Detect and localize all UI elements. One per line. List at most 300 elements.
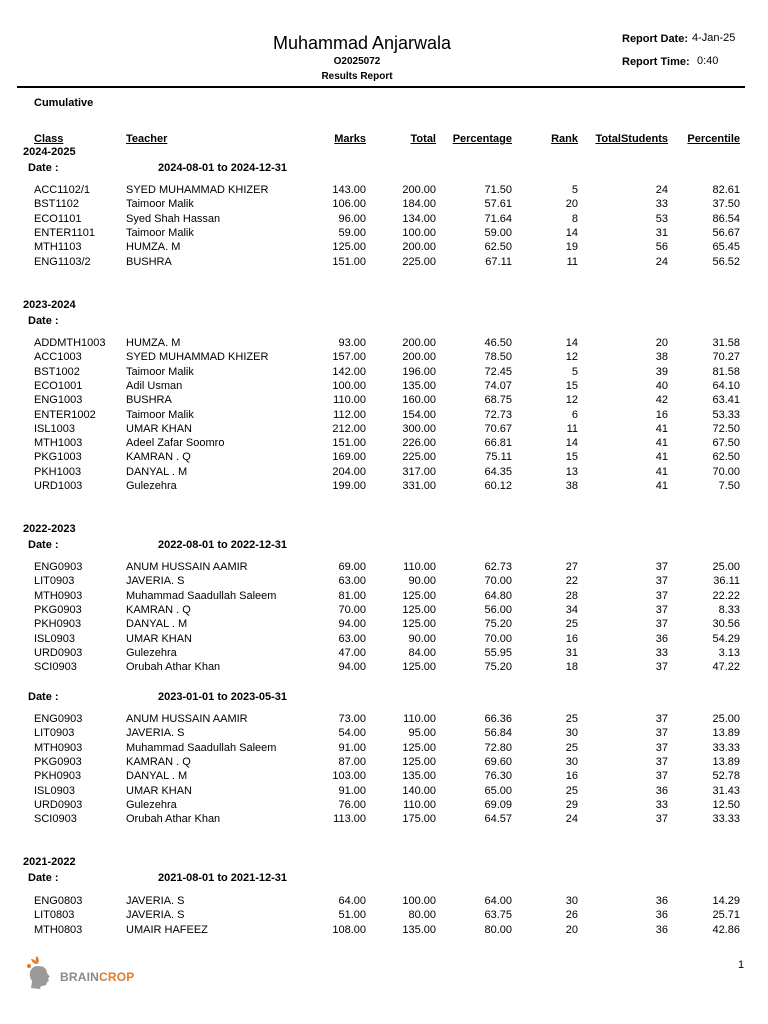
total-cell: 200.00 [402,184,436,196]
percentile-cell: 33.33 [712,813,740,826]
total-students-cell: 33 [655,198,668,211]
rank-cell: 8 [571,212,578,225]
total-students-cell: 33 [655,798,668,811]
class-cell: ADDMTH1003 [34,337,106,349]
teacher-cell: Taimoor Malik [126,365,194,378]
table-row [0,394,768,408]
marks-cell: 169.00 [332,451,366,464]
rank-cell: 34 [565,603,578,616]
rank-cell: 6 [571,408,578,421]
table-row [0,380,768,394]
total-cell: 84.00 [408,646,436,659]
total-cell: 90.00 [408,632,436,645]
table-row [0,647,768,661]
percentile-cell: 64.10 [712,379,740,392]
table-row [0,351,768,365]
total-students-cell: 53 [655,212,668,225]
marks-cell: 91.00 [338,741,366,754]
rank-cell: 25 [565,618,578,631]
column-header-total: Total [410,133,436,145]
table-row [0,799,768,813]
total-cell: 95.00 [408,727,436,740]
percentage-cell: 46.50 [484,337,512,349]
percentage-cell: 64.00 [484,895,512,907]
class-cell: ENG1003 [34,394,83,407]
year-heading: 2022-2023 [23,523,76,535]
rank-cell: 13 [565,465,578,478]
percentage-cell: 63.75 [484,909,512,922]
percentage-cell: 67.11 [485,255,512,268]
teacher-cell: SYED MUHAMMAD KHIZER [126,184,269,196]
percentile-cell: 54.29 [712,632,740,645]
total-students-cell: 37 [655,755,668,768]
teacher-cell: Adil Usman [126,379,183,392]
percentage-cell: 57.61 [484,198,512,211]
date-label: Date : [28,162,59,174]
table-row [0,727,768,741]
report-title: Results Report [321,71,393,82]
marks-cell: 94.00 [338,618,366,631]
table-row [0,785,768,799]
total-cell: 135.00 [402,770,436,783]
total-students-cell: 36 [655,923,668,936]
table-row [0,184,768,198]
marks-cell: 100.00 [332,379,366,392]
marks-cell: 81.00 [338,589,366,602]
total-students-cell: 41 [655,451,668,464]
table-row [0,895,768,909]
class-cell: ENG1103/2 [34,255,91,268]
teacher-cell: Syed Shah Hassan [126,212,221,225]
percentage-cell: 69.60 [484,755,512,768]
marks-cell: 87.00 [338,755,366,768]
percentage-cell: 72.73 [484,408,512,421]
table-row [0,256,768,270]
table-row [0,213,768,227]
marks-cell: 112.00 [333,408,366,421]
total-cell: 125.00 [402,589,436,602]
year-heading: 2024-2025 [23,146,76,158]
total-cell: 125.00 [402,603,436,616]
class-cell: PKH0903 [34,770,82,783]
percentage-cell: 55.95 [484,646,512,659]
teacher-cell: JAVERIA. S [126,575,185,588]
teacher-cell: Orubah Athar Khan [126,661,221,674]
marks-cell: 110.00 [333,394,366,407]
report-date-value: 4-Jan-25 [692,32,736,44]
total-cell: 90.00 [408,575,436,588]
percentage-cell: 71.50 [484,184,512,196]
table-row [0,909,768,923]
percentage-cell: 71.64 [484,212,512,225]
percentile-cell: 56.67 [712,226,740,239]
percentage-cell: 70.00 [484,575,512,588]
percentage-cell: 60.12 [484,480,512,492]
percentage-cell: 80.00 [484,923,512,936]
percentile-cell: 65.45 [712,241,740,254]
table-row [0,198,768,212]
year-heading: 2023-2024 [23,299,76,311]
percentage-cell: 72.80 [484,741,512,754]
percentage-cell: 72.45 [484,365,512,378]
total-students-cell: 42 [655,394,668,407]
percentage-cell: 65.00 [484,784,512,797]
table-row [0,661,768,675]
percentile-cell: 13.89 [712,755,740,768]
teacher-cell: Taimoor Malik [126,408,194,421]
table-row [0,604,768,618]
total-students-cell: 41 [655,480,668,492]
class-cell: MTH1103 [34,241,82,254]
marks-cell: 73.00 [338,713,366,725]
percentile-cell: 3.13 [718,646,740,659]
table-row [0,227,768,241]
percentile-cell: 86.54 [712,212,740,225]
rank-cell: 20 [565,923,578,936]
column-header-class: Class [34,133,64,145]
total-students-cell: 24 [655,184,668,196]
total-students-cell: 36 [655,909,668,922]
table-row [0,633,768,647]
table-row [0,466,768,480]
total-students-cell: 33 [655,646,668,659]
percentile-cell: 42.86 [712,923,740,936]
total-cell: 225.00 [402,451,436,464]
total-cell: 125.00 [402,741,436,754]
total-cell: 200.00 [402,337,436,349]
percentage-cell: 68.75 [484,394,512,407]
cumulative-label: Cumulative [34,97,94,109]
rank-cell: 29 [565,798,578,811]
teacher-cell: Gulezehra [126,480,177,492]
total-cell: 200.00 [402,241,436,254]
percentile-cell: 56.52 [712,255,740,268]
class-cell: MTH1003 [34,437,83,450]
class-cell: LIT0903 [34,575,75,588]
total-students-cell: 40 [655,379,668,392]
table-row [0,366,768,380]
teacher-cell: Muhammad Saadullah Saleem [126,589,277,602]
marks-cell: 157.00 [332,351,366,364]
teacher-cell: Taimoor Malik [126,226,194,239]
class-cell: BST1102 [34,198,80,211]
total-cell: 125.00 [402,618,436,631]
date-range: 2024-08-01 to 2024-12-31 [158,162,288,174]
table-row [0,241,768,255]
table-row [0,813,768,827]
rank-cell: 11 [566,422,578,435]
date-range: 2023-01-01 to 2023-05-31 [158,691,288,703]
total-students-cell: 37 [655,561,668,573]
percentage-cell: 75.11 [485,451,512,464]
rank-cell: 16 [565,770,578,783]
rank-cell: 12 [565,351,578,364]
teacher-cell: DANYAL . M [126,618,188,631]
class-cell: URD1003 [34,480,83,492]
total-cell: 196.00 [402,365,436,378]
total-students-cell: 37 [655,727,668,740]
percentage-cell: 56.00 [484,603,512,616]
teacher-cell: BUSHRA [126,394,172,407]
teacher-cell: UMAR KHAN [126,784,193,797]
class-cell: ISL0903 [34,632,75,645]
teacher-cell: JAVERIA. S [126,727,185,740]
table-row [0,423,768,437]
marks-cell: 125.00 [332,241,366,254]
total-students-cell: 16 [655,408,668,421]
total-cell: 317.00 [402,465,436,478]
percentile-cell: 25.71 [712,909,740,922]
rank-cell: 25 [565,784,578,797]
total-cell: 125.00 [402,661,436,674]
teacher-cell: Gulezehra [126,646,177,659]
rank-cell: 14 [565,337,578,349]
table-row [0,742,768,756]
percentage-cell: 64.80 [484,589,512,602]
rank-cell: 24 [565,813,578,826]
marks-cell: 151.00 [332,255,366,268]
marks-cell: 94.00 [338,661,366,674]
table-row [0,561,768,575]
class-cell: ENG0803 [34,895,83,907]
rank-cell: 25 [565,741,578,754]
marks-cell: 106.00 [332,198,366,211]
rank-cell: 12 [565,394,578,407]
total-cell: 135.00 [402,379,436,392]
class-cell: MTH0803 [34,923,83,936]
total-students-cell: 36 [655,784,668,797]
total-cell: 200.00 [402,351,436,364]
total-students-cell: 37 [655,589,668,602]
class-cell: BST1002 [34,365,80,378]
date-label: Date : [28,315,59,327]
rank-cell: 38 [565,480,578,492]
marks-cell: 151.00 [332,437,366,450]
marks-cell: 103.00 [332,770,366,783]
percentile-cell: 31.58 [712,337,740,349]
total-cell: 110.00 [403,713,436,725]
teacher-cell: SYED MUHAMMAD KHIZER [126,351,269,364]
percentile-cell: 47.22 [712,661,740,674]
rank-cell: 30 [565,727,578,740]
percentile-cell: 81.58 [712,365,740,378]
teacher-cell: HUMZA. M [126,337,181,349]
class-cell: LIT0803 [34,909,75,922]
class-cell: SCI0903 [34,661,77,674]
class-cell: ISL0903 [34,784,75,797]
total-cell: 110.00 [403,798,436,811]
teacher-cell: HUMZA. M [126,241,181,254]
teacher-cell: Taimoor Malik [126,198,194,211]
total-students-cell: 37 [655,813,668,826]
percentile-cell: 8.33 [718,603,740,616]
marks-cell: 113.00 [333,813,366,826]
rank-cell: 22 [565,575,578,588]
teacher-cell: DANYAL . M [126,465,188,478]
marks-cell: 212.00 [332,422,366,435]
percentile-cell: 13.89 [712,727,740,740]
class-cell: PKH0903 [34,618,82,631]
total-students-cell: 36 [655,632,668,645]
class-cell: PKH1003 [34,465,82,478]
table-row [0,770,768,784]
total-cell: 110.00 [403,561,436,573]
percentage-cell: 62.50 [484,241,512,254]
total-cell: 184.00 [402,198,436,211]
column-header-total-students: TotalStudents [595,133,668,145]
marks-cell: 143.00 [332,184,366,196]
marks-cell: 59.00 [338,226,366,239]
class-cell: URD0903 [34,798,83,811]
percentile-cell: 30.56 [712,618,740,631]
rank-cell: 31 [565,646,578,659]
percentage-cell: 76.30 [484,770,512,783]
teacher-cell: KAMRAN . Q [126,755,191,768]
column-header-marks: Marks [334,133,366,145]
rank-cell: 27 [565,561,578,573]
total-cell: 100.00 [402,226,436,239]
class-cell: ECO1001 [34,379,83,392]
teacher-cell: BUSHRA [126,255,172,268]
table-row [0,713,768,727]
report-time-label: Report Time: [622,56,690,68]
percentile-cell: 7.50 [718,480,740,492]
teacher-cell: UMAR KHAN [126,632,193,645]
total-students-cell: 37 [655,603,668,616]
percentile-cell: 14.29 [712,895,740,907]
percentage-cell: 64.35 [484,465,512,478]
marks-cell: 51.00 [338,909,366,922]
total-cell: 331.00 [402,480,436,492]
total-cell: 135.00 [402,923,436,936]
teacher-cell: ANUM HUSSAIN AAMIR [126,561,248,573]
marks-cell: 199.00 [332,480,366,492]
percentile-cell: 70.00 [712,465,740,478]
class-cell: MTH0903 [34,589,83,602]
total-students-cell: 31 [655,226,668,239]
percentile-cell: 33.33 [712,741,740,754]
date-label: Date : [28,539,59,551]
percentage-cell: 66.81 [484,437,512,450]
total-students-cell: 41 [655,465,668,478]
marks-cell: 96.00 [338,212,366,225]
percentile-cell: 62.50 [712,451,740,464]
percentage-cell: 59.00 [484,226,512,239]
marks-cell: 70.00 [338,603,366,616]
rank-cell: 5 [571,365,578,378]
total-cell: 160.00 [402,394,436,407]
report-date-label: Report Date: [622,33,689,45]
total-cell: 300.00 [402,422,436,435]
rank-cell: 15 [565,379,578,392]
total-cell: 154.00 [402,408,436,421]
table-row [0,480,768,494]
rank-cell: 16 [565,632,578,645]
percentage-cell: 62.73 [484,561,512,573]
teacher-cell: KAMRAN . Q [126,603,191,616]
teacher-cell: UMAIR HAFEEZ [126,923,208,936]
percentile-cell: 31.43 [712,784,740,797]
rank-cell: 20 [565,198,578,211]
table-row [0,756,768,770]
percentage-cell: 69.09 [484,798,512,811]
table-row [0,575,768,589]
total-cell: 100.00 [402,895,436,907]
percentage-cell: 74.07 [484,379,512,392]
percentage-cell: 56.84 [484,727,512,740]
class-cell: ENTER1101 [34,226,95,239]
table-row [0,451,768,465]
marks-cell: 204.00 [332,465,366,478]
class-cell: ECO1101 [34,212,82,225]
percentage-cell: 64.57 [484,813,512,826]
logo-text-crop: CROP [99,970,135,984]
total-students-cell: 39 [655,365,668,378]
class-cell: PKG0903 [34,755,82,768]
total-students-cell: 37 [655,575,668,588]
percentile-cell: 37.50 [712,198,740,211]
rank-cell: 14 [565,437,578,450]
percentile-cell: 70.27 [712,351,740,364]
total-cell: 140.00 [402,784,436,797]
braincrop-head-logo-icon [26,952,58,992]
total-students-cell: 41 [655,422,668,435]
teacher-cell: JAVERIA. S [126,895,185,907]
class-cell: PKG1003 [34,451,82,464]
rank-cell: 25 [565,713,578,725]
teacher-cell: ANUM HUSSAIN AAMIR [126,713,248,725]
total-students-cell: 37 [655,770,668,783]
percentage-cell: 66.36 [484,713,512,725]
marks-cell: 63.00 [338,575,366,588]
percentile-cell: 53.33 [712,408,740,421]
column-header-percentage: Percentage [452,133,512,145]
table-row [0,590,768,604]
report-time-value: 0:40 [697,55,719,67]
total-cell: 134.00 [402,212,436,225]
class-cell: URD0903 [34,646,83,659]
total-students-cell: 36 [655,895,668,907]
column-header-teacher: Teacher [126,133,168,145]
marks-cell: 142.00 [332,365,366,378]
marks-cell: 91.00 [338,784,366,797]
rank-cell: 28 [565,589,578,602]
marks-cell: 54.00 [338,727,366,740]
teacher-cell: Orubah Athar Khan [126,813,221,826]
percentile-cell: 12.50 [712,798,740,811]
total-students-cell: 37 [655,713,668,725]
rank-cell: 26 [565,909,578,922]
table-row [0,924,768,938]
rank-cell: 30 [565,755,578,768]
total-students-cell: 56 [655,241,668,254]
class-cell: ACC1003 [34,351,82,364]
class-cell: LIT0903 [34,727,75,740]
table-row [0,337,768,351]
table-row [0,409,768,423]
class-cell: MTH0903 [34,741,83,754]
total-cell: 225.00 [402,255,436,268]
total-cell: 226.00 [402,437,436,450]
column-header-rank: Rank [551,133,578,145]
total-students-cell: 20 [655,337,668,349]
percentage-cell: 75.20 [484,618,512,631]
total-students-cell: 37 [655,661,668,674]
percentage-cell: 70.67 [484,422,512,435]
teacher-cell: Gulezehra [126,798,177,811]
rank-cell: 11 [566,255,578,268]
date-label: Date : [28,872,59,884]
